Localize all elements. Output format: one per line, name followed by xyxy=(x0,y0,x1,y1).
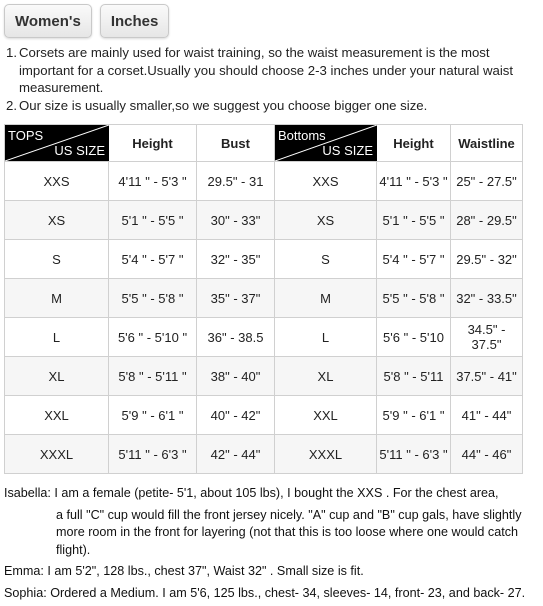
height-cell: 4'11 " - 5'3 " xyxy=(109,162,197,201)
column-header-height: Height xyxy=(377,125,451,162)
waistline-cell: 29.5" - 32" xyxy=(451,240,523,279)
column-header-waistline: Waistline xyxy=(451,125,523,162)
waistline-cell: 37.5" - 41" xyxy=(451,357,523,396)
bust-cell: 30" - 33" xyxy=(197,201,275,240)
height-cell: 5'1 " - 5'5 " xyxy=(109,201,197,240)
table-row xyxy=(5,435,275,474)
table-row xyxy=(275,357,523,396)
bust-cell: 40" - 42" xyxy=(197,396,275,435)
table-row xyxy=(5,318,275,357)
bust-cell: 36" - 38.5 xyxy=(197,318,275,357)
size-cell: XS xyxy=(275,201,377,240)
us-size-label: US SIZE xyxy=(322,143,373,158)
table-row xyxy=(5,279,275,318)
size-cell: L xyxy=(275,318,377,357)
size-cell: S xyxy=(5,240,109,279)
size-cell: XXL xyxy=(275,396,377,435)
bust-cell: 42" - 44" xyxy=(197,435,275,474)
height-cell: 5'6 " - 5'10 " xyxy=(109,318,197,357)
waistline-cell: 25" - 27.5" xyxy=(451,162,523,201)
height-cell: 5'6 " - 5'10 xyxy=(377,318,451,357)
column-header-bust: Bust xyxy=(197,125,275,162)
table-row xyxy=(5,162,275,201)
bust-cell: 35" - 37" xyxy=(197,279,275,318)
size-cell: XL xyxy=(275,357,377,396)
bust-cell: 32" - 35" xyxy=(197,240,275,279)
size-cell: M xyxy=(5,279,109,318)
table-row xyxy=(5,396,275,435)
table-row xyxy=(275,201,523,240)
waistline-cell: 28" - 29.5" xyxy=(451,201,523,240)
bottoms-corner-header xyxy=(275,125,377,162)
note-number: 1. xyxy=(6,45,17,60)
us-size-label: US SIZE xyxy=(54,143,105,158)
height-cell: 5'8 " - 5'11 xyxy=(377,357,451,396)
table-row xyxy=(275,435,523,474)
bottoms-label: Bottoms xyxy=(278,128,326,143)
table-row xyxy=(5,201,275,240)
waistline-cell: 44" - 46" xyxy=(451,435,523,474)
review-text: Sophia: Ordered a Medium. I am 5'6, 125 lbs., chest- 34, sleeves- 14, front- 23, and back- 27. xyxy=(4,585,526,600)
tab-inches[interactable]: Inches xyxy=(100,4,170,38)
size-cell: XXXL xyxy=(275,435,377,474)
size-cell: XXXL xyxy=(5,435,109,474)
tops-label: TOPS xyxy=(8,128,44,143)
table-row xyxy=(275,279,523,318)
size-cell: XXL xyxy=(5,396,109,435)
waistline-cell: 32" - 33.5" xyxy=(451,279,523,318)
tops-corner-header xyxy=(5,125,109,162)
size-cell: M xyxy=(275,279,377,318)
height-cell: 5'9 " - 6'1 " xyxy=(109,396,197,435)
table-row xyxy=(275,162,523,201)
height-cell: 5'11 " - 6'3 " xyxy=(377,435,451,474)
table-row xyxy=(5,240,275,279)
note-item xyxy=(6,97,536,115)
height-cell: 5'5 " - 5'8 " xyxy=(109,279,197,318)
size-cell: XXS xyxy=(275,162,377,201)
waistline-cell: 34.5" - 37.5" xyxy=(451,318,523,357)
table-row xyxy=(5,357,275,396)
note-text: Corsets are mainly used for waist training, so the waist measurement is the most important for a corset.Usually you should choose 2-3 inches under your natural waist measurement. xyxy=(19,45,514,95)
size-cell: XL xyxy=(5,357,109,396)
bust-cell: 38" - 40" xyxy=(197,357,275,396)
tab-bar xyxy=(4,4,169,38)
table-row xyxy=(275,396,523,435)
size-cell: S xyxy=(275,240,377,279)
table-row xyxy=(275,240,523,279)
customer-reviews xyxy=(4,485,540,606)
column-header-height: Height xyxy=(109,125,197,162)
height-cell: 5'4 " - 5'7 " xyxy=(109,240,197,279)
height-cell: 5'9 " - 6'1 " xyxy=(377,396,451,435)
size-cell: XS xyxy=(5,201,109,240)
review-text: Isabella: I am a female (petite- 5'1, about 105 lbs), I bought the XXS . For the chest area, xyxy=(4,486,499,500)
height-cell: 5'5 " - 5'8 " xyxy=(377,279,451,318)
tab-womens[interactable]: Women's xyxy=(4,4,92,38)
waistline-cell: 41" - 44" xyxy=(451,396,523,435)
note-number: 2. xyxy=(6,97,17,113)
size-notes xyxy=(6,44,536,114)
height-cell: 4'11 " - 5'3 " xyxy=(377,162,451,201)
table-row xyxy=(275,318,523,357)
height-cell: 5'4 " - 5'7 " xyxy=(377,240,451,279)
height-cell: 5'8 " - 5'11 " xyxy=(109,357,197,396)
note-item xyxy=(6,44,536,97)
height-cell: 5'1 " - 5'5 " xyxy=(377,201,451,240)
size-cell: XXS xyxy=(5,162,109,201)
note-text: Our size is usually smaller,so we suggest you choose bigger one size. xyxy=(19,97,428,113)
review-text: a full "C" cup would fill the front jersey nicely. "A" cup and "B" cup gals, have slightly more room in the front for layering (not that this is too loose where one would catch flight). xyxy=(56,507,522,557)
bottoms-size-table xyxy=(274,124,523,474)
size-cell: L xyxy=(5,318,109,357)
review-text: Emma: I am 5'2", 128 lbs., chest 37", Waist 32" . Small size is fit. xyxy=(4,564,364,578)
height-cell: 5'11 " - 6'3 " xyxy=(109,435,197,474)
tops-size-table xyxy=(4,124,275,474)
bust-cell: 29.5" - 31 xyxy=(197,162,275,201)
